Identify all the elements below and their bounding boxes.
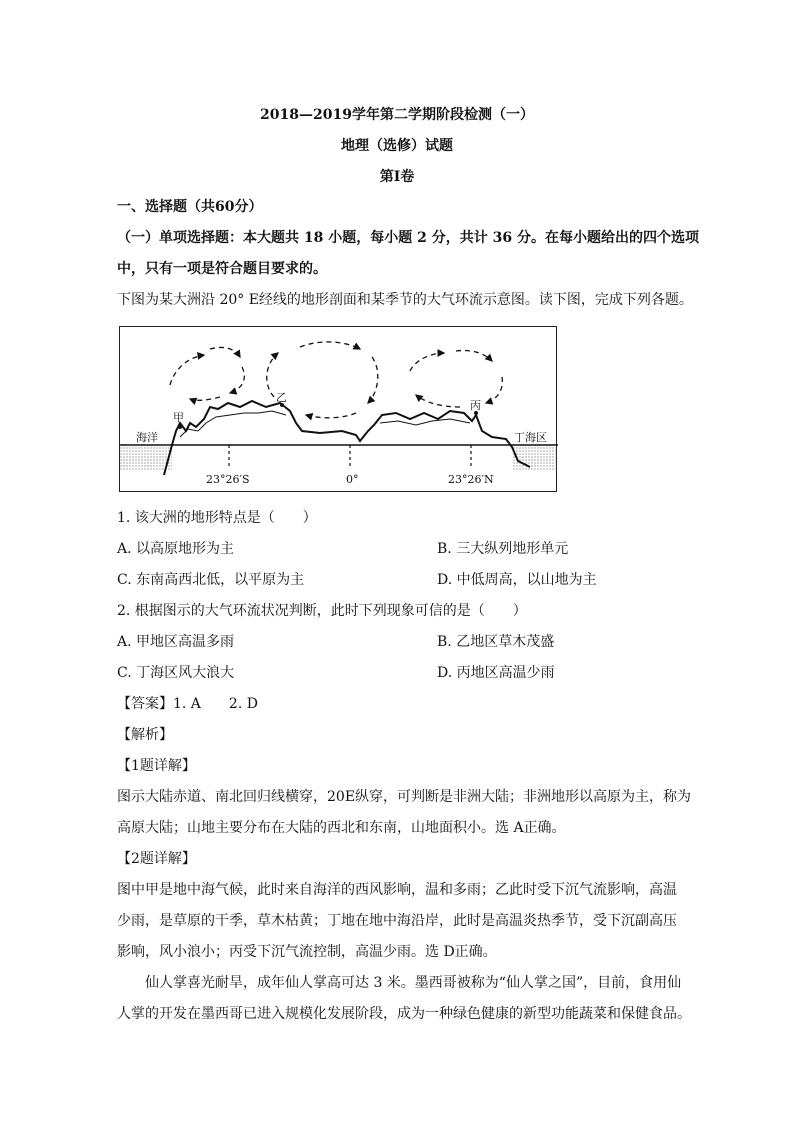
label-bing: 丙	[470, 399, 481, 412]
instruction-line-1: （一）单项选择题：本大题共 18 小题，每小题 2 分，共计 36 分。在每小题给出的四个选项	[117, 230, 699, 246]
instruction-line-2: 中，只有一项是符合题目要求的。	[117, 261, 327, 277]
section-heading: 一、选择题（共60分）	[117, 199, 263, 215]
q1-option-c: C. 东南高西北低，以平原为主	[117, 572, 305, 588]
q1-detail-line-2: 高原大陆；山地主要分布在大陆的西北和东南，山地面积小。选 A正确。	[117, 820, 566, 836]
terrain-profile-diagram	[120, 327, 558, 493]
q2-option-b: B. 乙地区草木茂盛	[437, 634, 555, 650]
q2-detail-heading: 【2题详解】	[117, 851, 196, 867]
exam-subtitle: 地理（选修）试题	[341, 138, 453, 154]
q1-option-b: B. 三大纵列地形单元	[437, 541, 569, 557]
q1-option-a: A. 以高原地形为主	[117, 541, 235, 557]
q2-detail-line-2: 少雨，是草原的干季，草木枯黄；丁地在地中海沿岸，此时是高温炎热季节，受下沉副高压	[117, 913, 677, 929]
question-1-stem: 1. 该大洲的地形特点是（ ）	[117, 510, 317, 526]
label-ocean: 海洋	[136, 431, 158, 444]
label-equator: 0°	[346, 473, 359, 486]
q2-option-d: D. 丙地区高温少雨	[437, 665, 555, 681]
passage-line-2: 人掌的开发在墨西哥已进入规模化发展阶段，成为一种绿色健康的新型功能蔬菜和保健食品。	[117, 1006, 691, 1022]
label-tropic-north: 23°26′N	[448, 473, 494, 486]
ocean-shading-left	[120, 446, 172, 470]
question-2-stem: 2. 根据图示的大气环流状况判断，此时下列现象可信的是（ ）	[117, 603, 527, 619]
exam-title: 2018—2019学年第二学期阶段检测（一）	[260, 107, 534, 123]
q2-detail-line-3: 影响，风小浪小；丙受下沉气流控制，高温少雨。选 D正确。	[117, 944, 497, 960]
q2-detail-line-1: 图中甲是地中海气候，此时来自海洋的西风影响，温和多雨；乙此时受下沉气流影响，高温	[117, 882, 677, 898]
q1-detail-heading: 【1题详解】	[117, 758, 196, 774]
analysis-heading: 【解析】	[117, 727, 173, 743]
question-intro: 下图为某大洲沿 20° E经线的地形剖面和某季节的大气环流示意图。读下图，完成下列各题。	[117, 292, 693, 308]
answer-line: 【答案】1. A 2. D	[117, 696, 258, 712]
q1-detail-line-1: 图示大陆赤道、南北回归线横穿，20E纵穿，可判断是非洲大陆；非洲地形以高原为主，称为	[117, 789, 692, 805]
label-jia: 甲	[173, 411, 184, 424]
label-ding: 丁海区	[514, 431, 547, 444]
ocean-shading-right	[512, 446, 558, 470]
label-tropic-south: 23°26′S	[206, 473, 250, 486]
circulation-cell-1	[170, 347, 244, 400]
terrain-circulation-figure	[119, 326, 557, 492]
circulation-cell-3	[410, 350, 502, 407]
passage-line-1: 仙人掌喜光耐旱，成年仙人掌高可达 3 米。墨西哥被称为“仙人掌之国”，目前，食用仙	[117, 975, 682, 991]
q2-option-a: A. 甲地区高温多雨	[117, 634, 235, 650]
q2-option-c: C. 丁海区风大浪大	[117, 665, 235, 681]
label-yi: 乙	[276, 391, 287, 404]
q1-option-d: D. 中低周高，以山地为主	[437, 572, 597, 588]
volume-label: 第Ⅰ卷	[379, 169, 415, 185]
